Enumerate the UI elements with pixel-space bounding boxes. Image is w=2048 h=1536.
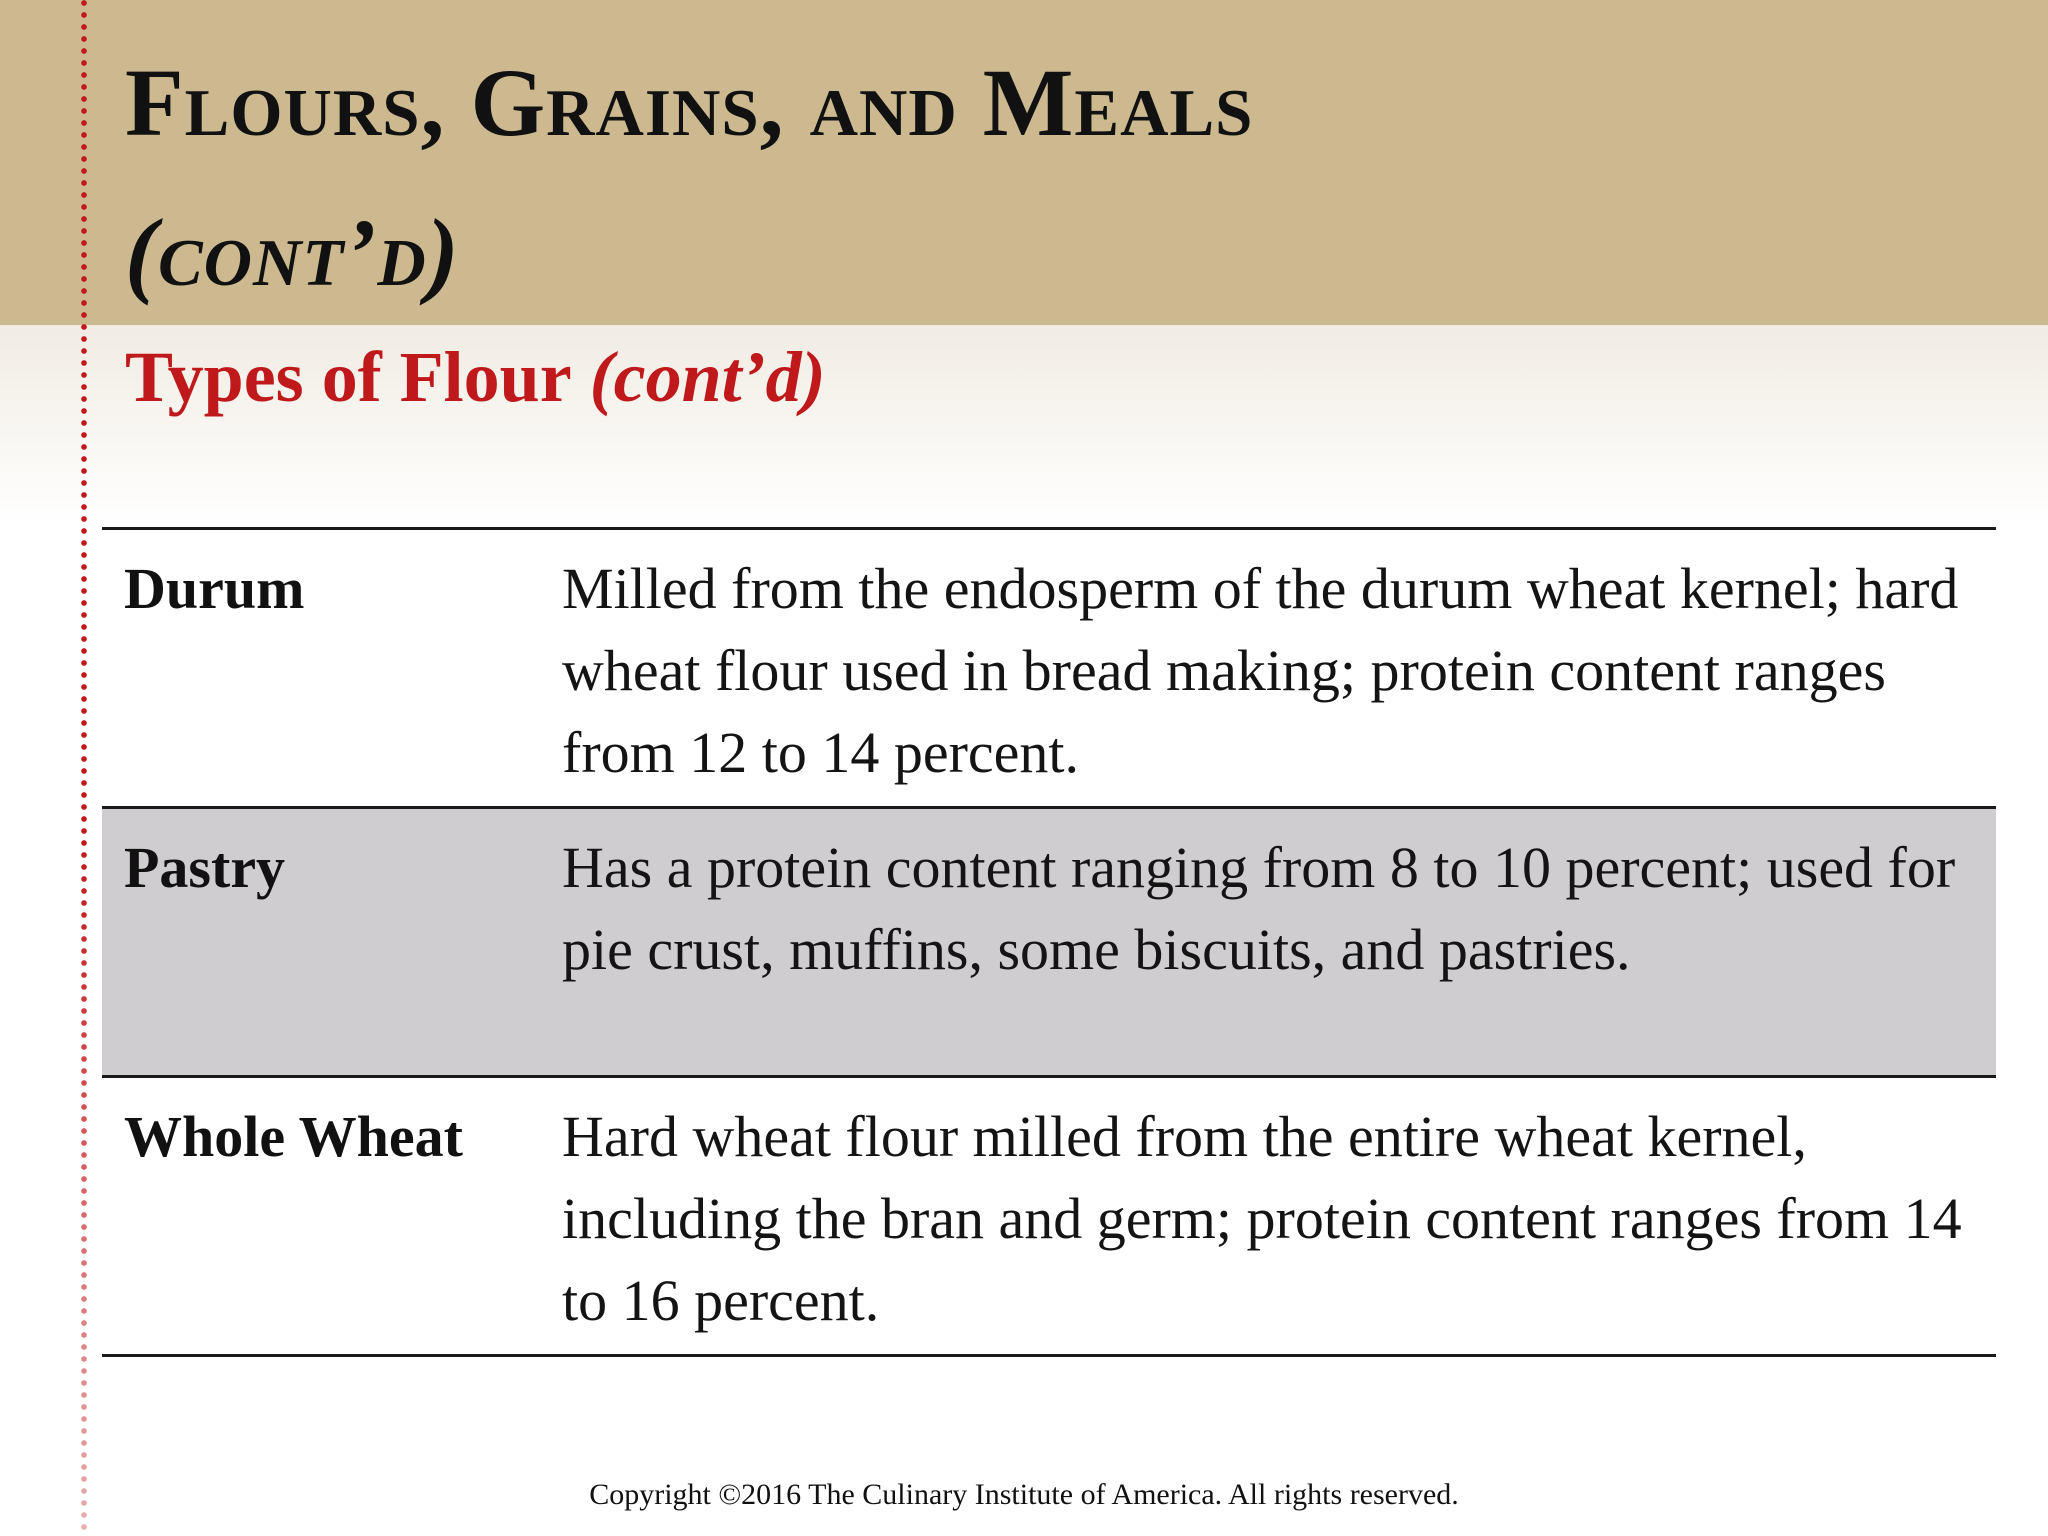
slide-subtitle <box>125 337 826 417</box>
flour-term: Pastry <box>124 835 286 900</box>
subtitle-text: Types of Flour <box>125 337 572 417</box>
flour-definition: Hard wheat flour milled from the entire wheat kernel, including the bran and germ; protein content ranges from 14 to 16 percent. <box>562 1104 1962 1333</box>
flour-term: Whole Wheat <box>124 1104 463 1169</box>
flour-definition: Has a protein content ranging from 8 to 10 percent; used for pie crust, muffins, some biscuits, and pastries. <box>562 835 1956 982</box>
flour-types-table <box>102 527 1996 1357</box>
subtitle-suffix: (cont’d) <box>589 337 826 417</box>
title-line-1: Flours, Grains, and Meals <box>125 49 1254 156</box>
title-line-2: (cont’d) <box>125 199 460 306</box>
table-row <box>102 1077 1996 1356</box>
slide-title <box>125 28 1975 328</box>
copyright-notice: Copyright ©2016 The Culinary Institute of America. All rights reserved. <box>589 1478 1459 1511</box>
flour-definition: Milled from the endosperm of the durum wheat kernel; hard wheat flour used in bread making; protein content ranges from 12 to 14 percent. <box>562 556 1959 785</box>
dotted-margin-rule <box>80 0 88 1536</box>
flour-term: Durum <box>124 556 305 621</box>
table-row <box>102 808 1996 1077</box>
table-row <box>102 529 1996 808</box>
